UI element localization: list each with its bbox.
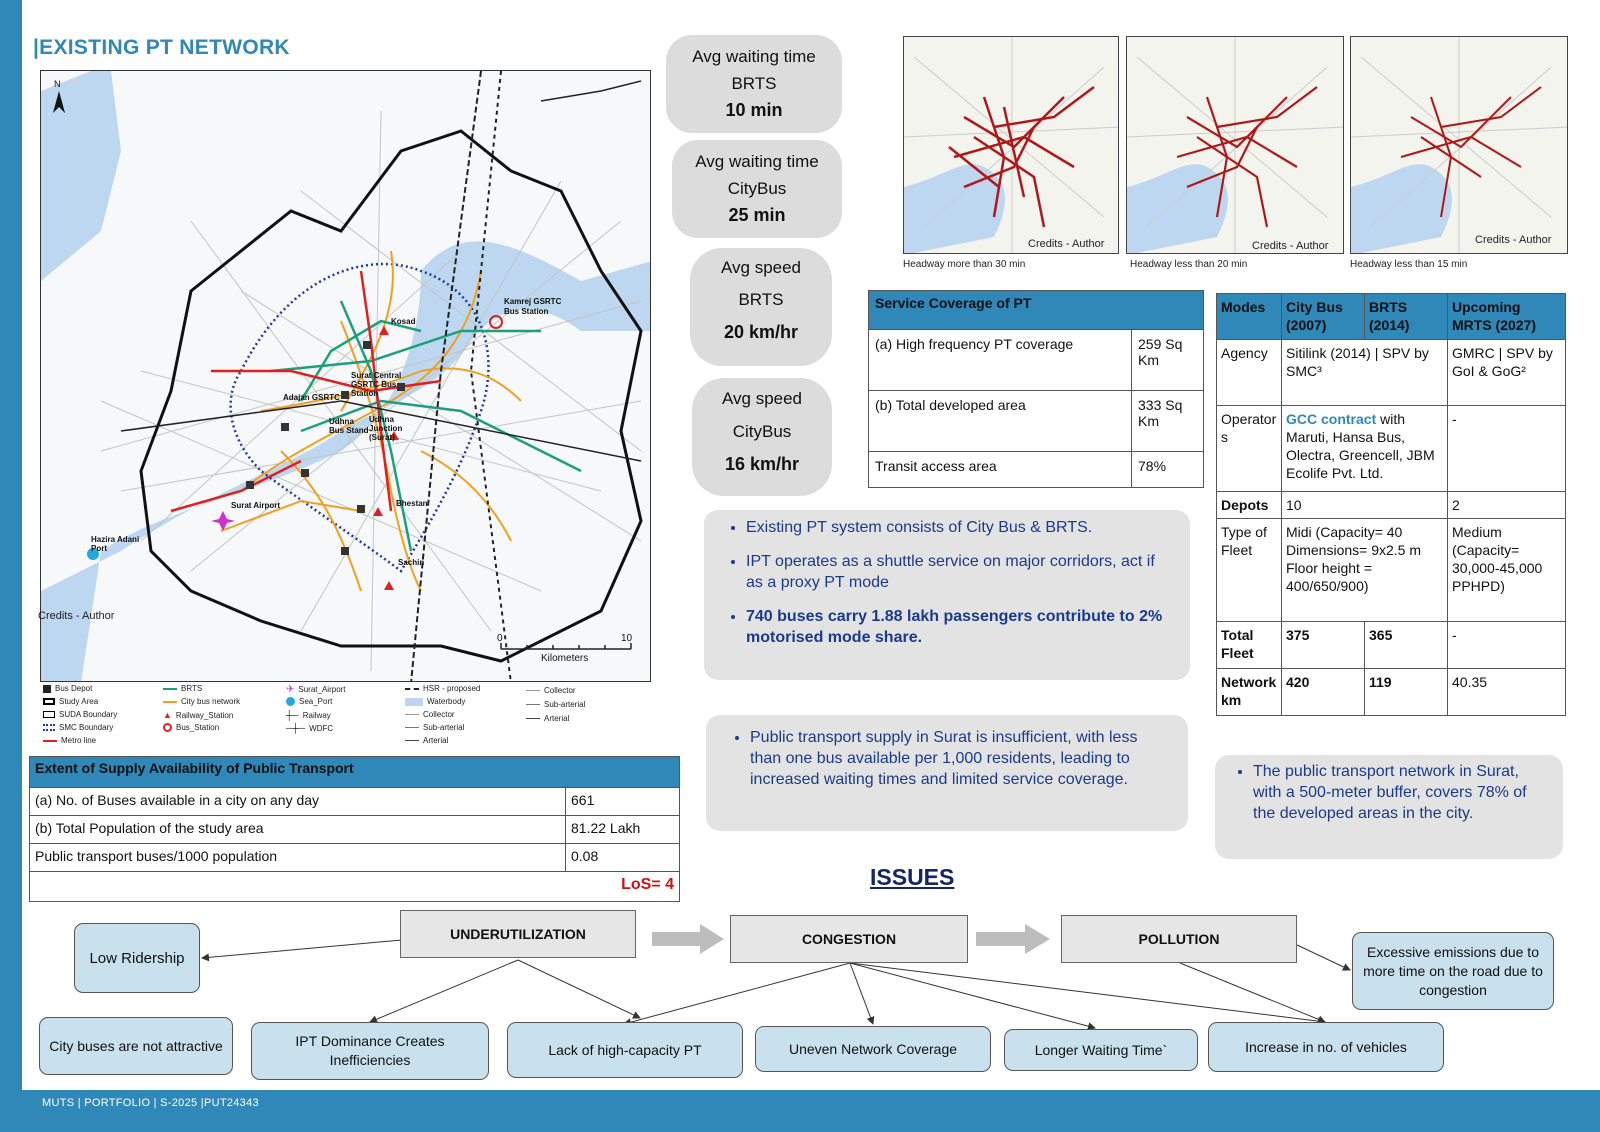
scale-zero: 0 <box>497 633 503 644</box>
legend-item: ▲ Railway_Station <box>163 710 234 720</box>
legend-item: Collector <box>405 710 455 719</box>
legend-item: Sea_Port <box>286 697 332 706</box>
footer-text: MUTS | PORTFOLIO | S-2025 |PUT24343 <box>42 1097 259 1109</box>
info-bullet: • Existing PT system consists of City Bus & BRTS. <box>746 517 1172 538</box>
supply-table-title: Extent of Supply Availability of Public Transport <box>30 757 680 788</box>
table-cell: Public transport buses/1000 population <box>30 844 566 872</box>
legend-item: Bus_Station <box>163 723 219 732</box>
table-cell: GMRC | SPV by GoI & GoG² <box>1448 340 1566 406</box>
issue-high-capacity: Lack of high-capacity PT <box>507 1022 743 1078</box>
legend-item: Bus Depot <box>43 684 92 693</box>
table-cell: 2 <box>1448 492 1566 519</box>
map-credits: Credits - Author <box>38 610 115 622</box>
table-header: BRTS (2014) <box>1365 294 1448 340</box>
table-cell: (a) High frequency PT coverage <box>869 330 1132 391</box>
issue-emissions: Excessive emissions due to more time on the road due to congestion <box>1352 932 1554 1010</box>
table-cell: - <box>1448 622 1566 669</box>
headway-caption-15: Headway less than 15 min <box>1350 259 1468 270</box>
legend-item: ─┼─ WDFC <box>286 723 334 733</box>
stat-pill-brts-speed: Avg speed BRTS 20 km/hr <box>690 248 832 366</box>
issue-pollution: POLLUTION <box>1061 915 1297 963</box>
issue-vehicles: Increase in no. of vehicles <box>1208 1022 1444 1072</box>
table-cell: 365 <box>1365 622 1448 669</box>
legend-item: HSR - proposed <box>405 684 480 693</box>
label-surat-central: Surat Central GSRTC Bus Station <box>351 371 402 398</box>
table-cell: Agency <box>1217 340 1282 406</box>
info-bullet: • The public transport network in Surat, with a 500-meter buffer, covers 78% of the developed areas in the city. <box>1253 761 1547 824</box>
issue-congestion: CONGESTION <box>730 915 968 963</box>
gcc-contract-text: GCC contract <box>1286 411 1377 427</box>
table-cell: 661 <box>566 788 680 816</box>
table-cell: 259 Sq Km <box>1132 330 1204 391</box>
headway-credit-20: Credits - Author <box>1252 240 1329 252</box>
legend-item: City bus network <box>163 697 240 706</box>
legend-item: ✈ Surat_Airport <box>286 684 346 695</box>
table-cell: - <box>1448 406 1566 492</box>
table-cell: Depots <box>1217 492 1282 519</box>
table-header: Upcoming MRTS (2027) <box>1448 294 1566 340</box>
table-cell: 119 <box>1365 669 1448 716</box>
stat-pill-citybus-wait: Avg waiting time CityBus 25 min <box>672 140 842 238</box>
table-cell: 78% <box>1132 452 1204 488</box>
issue-underutilization: UNDERUTILIZATION <box>400 910 636 958</box>
table-cell: 420 <box>1282 669 1365 716</box>
table-cell: (b) Total Population of the study area <box>30 816 566 844</box>
table-cell: Medium (Capacity= 30,000-45,000 PPHPD) <box>1448 519 1566 622</box>
los-value: LoS= 4 <box>30 872 680 902</box>
info-bullet: • IPT operates as a shuttle service on major corridors, act if as a proxy PT mode <box>746 551 1172 593</box>
table-cell: 40.35 <box>1448 669 1566 716</box>
legend-item: Sub-arterial <box>526 700 585 709</box>
north-label: N <box>54 79 61 89</box>
headway-caption-30: Headway more than 30 min <box>903 259 1026 270</box>
legend-item: Arterial <box>526 714 569 723</box>
service-coverage-title: Service Coverage of PT <box>869 291 1204 330</box>
table-cell: Network km <box>1217 669 1282 716</box>
legend-item: ┼─ Railway <box>286 710 331 720</box>
issue-ipt-dominance: IPT Dominance Creates Inefficiencies <box>251 1022 489 1080</box>
scale-unit: Kilometers <box>541 653 589 664</box>
legend-item: Collector <box>526 686 576 695</box>
legend-item: Waterbody <box>405 697 465 706</box>
table-cell: Midi (Capacity= 40 Dimensions= 9x2.5 m Floor height = 400/650/900) <box>1282 519 1448 622</box>
page-title: |EXISTING PT NETWORK <box>33 36 290 59</box>
issue-uneven-network: Uneven Network Coverage <box>755 1026 991 1072</box>
label-airport: Surat Airport <box>231 501 281 510</box>
legend-item: SMC Boundary <box>43 723 113 732</box>
table-cell: Sitilink (2014) | SPV by SMC³ <box>1282 340 1448 406</box>
issue-low-ridership: Low Ridership <box>74 923 200 993</box>
label-sachin: Sachin <box>398 558 425 567</box>
legend-item: BRTS <box>163 684 202 693</box>
table-cell: 0.08 <box>566 844 680 872</box>
table-cell: 375 <box>1282 622 1365 669</box>
stat-pill-brts-wait: Avg waiting time BRTS 10 min <box>666 35 842 133</box>
legend-item: Study Area <box>43 697 98 706</box>
label-hazira: Hazira Adani Port <box>91 535 140 553</box>
label-bhestan: Bhestan <box>396 499 428 508</box>
legend-item: Arterial <box>405 736 448 745</box>
operators-text: with Maruti, Hansa Bus, Olectra, Greencell, JBM Ecolife Pvt. Ltd. <box>1286 411 1435 481</box>
issues-title: ISSUES <box>870 864 955 890</box>
info-bullet: • 740 buses carry 1.88 lakh passengers contribute to 2% motorised mode share. <box>746 606 1172 648</box>
table-header: City Bus (2007) <box>1282 294 1365 340</box>
issue-city-buses: City buses are not attractive <box>39 1017 233 1075</box>
stat-pill-citybus-speed: Avg speed CityBus 16 km/hr <box>692 378 832 496</box>
table-cell: Type of Fleet <box>1217 519 1282 622</box>
scale-ten: 10 <box>621 633 633 644</box>
table-cell: 81.22 Lakh <box>566 816 680 844</box>
headway-credit-15: Credits - Author <box>1475 234 1552 246</box>
label-adajan: Adajan GSRTC <box>283 393 340 402</box>
table-cell: Transit access area <box>869 452 1132 488</box>
legend-item: Sub-arterial <box>405 723 464 732</box>
table-cell: Operators <box>1217 406 1282 492</box>
table-header: Modes <box>1217 294 1282 340</box>
table-cell: 10 <box>1282 492 1448 519</box>
table-cell: (b) Total developed area <box>869 391 1132 452</box>
issue-waiting-time: Longer Waiting Time` <box>1004 1029 1198 1071</box>
label-udhna-bus: Udhna Bus Stand <box>329 417 369 435</box>
info-bullet: • Public transport supply in Surat is insufficient, with less than one bus available per 1,000 residents, leading to increased waiting times and limited service coverage. <box>750 727 1168 790</box>
label-kamrej: Kamrej GSRTC Bus Station <box>504 297 562 316</box>
table-cell: 333 Sq Km <box>1132 391 1204 452</box>
headway-credit-30: Credits - Author <box>1028 238 1105 250</box>
legend-item: Metro line <box>43 736 96 745</box>
legend-item: SUDA Boundary <box>43 710 117 719</box>
label-kosad: Kosad <box>391 317 416 326</box>
table-cell: Total Fleet <box>1217 622 1282 669</box>
label-udhna-jn: Udhna Junction (Surat) <box>369 415 403 442</box>
table-cell: (a) No. of Buses available in a city on any day <box>30 788 566 816</box>
headway-caption-20: Headway less than 20 min <box>1130 259 1248 270</box>
